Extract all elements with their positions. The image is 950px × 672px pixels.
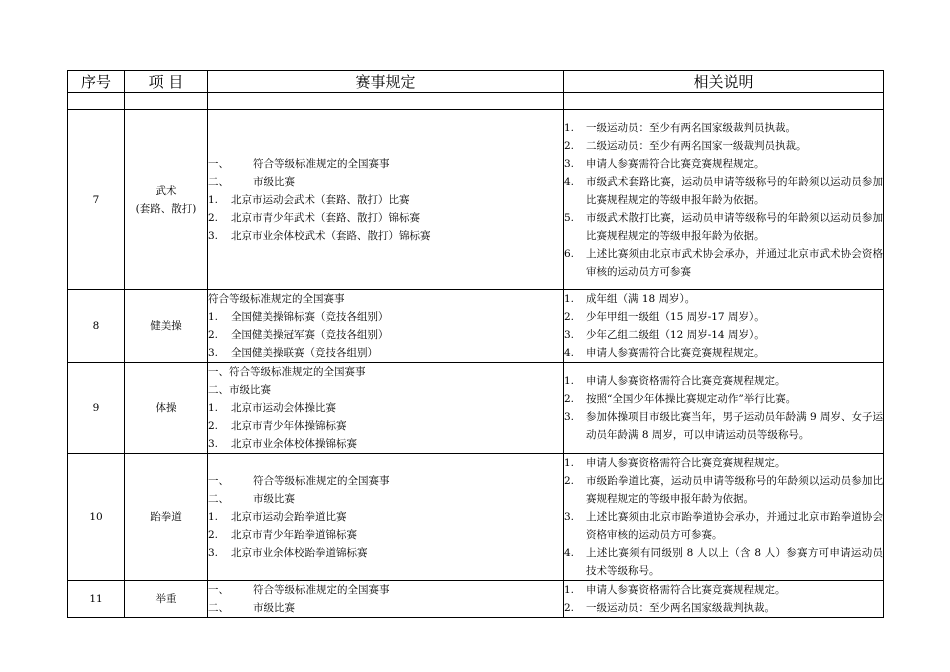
row-item [125, 363, 208, 454]
rule-text: 北京市业余体校跆拳道锦标赛 [231, 547, 368, 559]
note-marker: 2. [564, 393, 575, 405]
rule-line [208, 209, 563, 227]
note-line [564, 390, 883, 408]
rule-text: 市级比赛 [253, 602, 295, 614]
note-text: 少年甲组一级组（15 周岁-17 周岁）。 [586, 311, 765, 323]
rule-line [208, 308, 563, 326]
rule-marker: 二、 [208, 493, 229, 505]
note-line [564, 209, 883, 245]
rule-marker: 1. [208, 311, 219, 323]
note-line [564, 544, 883, 580]
rule-line [208, 544, 563, 562]
blank-cell [125, 93, 208, 110]
note-text: 参加体操项目市级比赛当年，男子运动员年龄满 9 周岁、女子运动员年龄满 8 周岁，可以申请运动员等级称号。 [586, 411, 883, 441]
row-rules [208, 290, 564, 363]
row-item [125, 454, 208, 581]
row-rules [208, 110, 564, 290]
rule-marker: 1. [208, 193, 219, 206]
rule-marker: 3. [208, 438, 219, 450]
header-seq: 序号 [68, 71, 125, 93]
note-marker: 4. [564, 547, 575, 559]
header-item: 项 目 [125, 71, 208, 93]
note-line [564, 508, 883, 544]
rule-text: 全国健美操联赛（竞技各组别） [231, 347, 378, 359]
note-text: 申请人参赛需符合比赛竞赛规程规定。 [586, 157, 765, 170]
row-rules [208, 581, 564, 618]
rule-marker: 二、 [208, 175, 229, 188]
rule-line [208, 191, 563, 209]
header-rules: 赛事规定 [208, 71, 564, 93]
rule-line [208, 290, 563, 308]
note-marker: 1. [564, 121, 575, 134]
note-line [564, 581, 883, 599]
note-text: 上述比赛须由北京市跆拳道协会承办，并通过北京市跆拳道协会资格审核的运动员方可参赛。 [586, 511, 883, 541]
rule-text: 二、市级比赛 [208, 384, 271, 396]
rule-marker: 1. [208, 402, 219, 414]
rule-text: 北京市业余体校体操锦标赛 [231, 438, 357, 450]
rule-text: 北京市青少年武术（套路、散打）锦标赛 [231, 211, 420, 224]
rule-text: 符合等级标准规定的全国赛事 [253, 157, 390, 170]
note-marker: 5. [564, 211, 575, 224]
note-text: 一级运动员：至少有两名国家级裁判员执裁。 [586, 121, 796, 134]
rule-marker: 一、 [208, 584, 229, 596]
note-line [564, 245, 883, 281]
rule-text: 符合等级标准规定的全国赛事 [208, 293, 345, 305]
header-notes: 相关说明 [564, 71, 884, 93]
note-marker: 2. [564, 602, 575, 614]
row-item [125, 290, 208, 363]
rule-text: 北京市运动会跆拳道比赛 [231, 511, 347, 523]
table-row [68, 363, 884, 454]
note-line [564, 599, 883, 617]
rule-line [208, 155, 563, 173]
note-marker: 2. [564, 139, 575, 152]
rule-text: 一、符合等级标准规定的全国赛事 [208, 366, 366, 378]
note-marker: 1. [564, 375, 575, 387]
table-row [68, 290, 884, 363]
rule-marker: 一、 [208, 157, 229, 170]
item-line: (套路、散打) [135, 202, 197, 215]
note-line [564, 119, 883, 137]
note-marker: 6. [564, 247, 575, 260]
note-text: 市级武术套路比赛，运动员申请等级称号的年龄须以运动员参加比赛规程规定的等级申报年龄为依据。 [586, 175, 883, 206]
rule-text: 符合等级标准规定的全国赛事 [253, 475, 390, 487]
rule-line [208, 381, 563, 399]
note-line [564, 137, 883, 155]
note-marker: 3. [564, 411, 575, 423]
note-text: 上述比赛须有同级别 8 人以上（含 8 人）参赛方可申请运动员技术等级称号。 [586, 547, 883, 577]
row-notes [564, 581, 884, 618]
blank-cell [68, 93, 125, 110]
rule-text: 符合等级标准规定的全国赛事 [253, 584, 390, 596]
rule-line [208, 363, 563, 381]
row-number: 8 [68, 290, 125, 363]
item-line: 体操 [155, 402, 177, 414]
rule-text: 全国健美操冠军赛（竞技各组别） [231, 329, 389, 341]
rule-text: 全国健美操锦标赛（竞技各组别） [231, 311, 389, 323]
note-text: 申请人参赛资格需符合比赛竞赛规程规定。 [586, 457, 786, 469]
row-number: 7 [68, 110, 125, 290]
note-line [564, 472, 883, 508]
rule-line [208, 526, 563, 544]
rule-line [208, 344, 563, 362]
rule-line [208, 472, 563, 490]
rule-text: 北京市运动会武术（套路、散打）比赛 [231, 193, 410, 206]
rule-text: 市级比赛 [253, 175, 295, 188]
note-text: 二级运动员：至少有两名国家一级裁判员执裁。 [586, 139, 807, 152]
sports-standards-table [67, 70, 884, 618]
note-marker: 4. [564, 347, 575, 359]
note-text: 少年乙组二级组（12 周岁-14 周岁）。 [586, 329, 765, 341]
rule-line [208, 417, 563, 435]
note-text: 成年组（满 18 周岁）。 [586, 293, 696, 305]
rule-line [208, 490, 563, 508]
note-text: 上述比赛须由北京市武术协会承办，并通过北京市武术协会资格审核的运动员方可参赛 [586, 247, 883, 278]
item-line: 跆拳道 [150, 511, 182, 523]
note-marker: 2. [564, 475, 575, 487]
row-rules [208, 454, 564, 581]
row-number: 10 [68, 454, 125, 581]
row-number: 11 [68, 581, 125, 618]
item-line: 举重 [155, 593, 177, 605]
rule-line [208, 173, 563, 191]
rule-marker: 2. [208, 420, 219, 432]
note-text: 按照“全国少年体操比赛规定动作”举行比赛。 [586, 393, 797, 405]
rule-marker: 3. [208, 347, 219, 359]
note-text: 申请人参赛资格需符合比赛竞赛规程规定。 [586, 375, 786, 387]
note-line [564, 173, 883, 209]
table-row [68, 110, 884, 290]
note-marker: 1. [564, 457, 575, 469]
table-row [68, 581, 884, 618]
table-row [68, 454, 884, 581]
rule-line [208, 399, 563, 417]
row-rules [208, 363, 564, 454]
rule-marker: 2. [208, 329, 219, 341]
note-line [564, 326, 883, 344]
rule-text: 北京市青少年跆拳道锦标赛 [231, 529, 357, 541]
rule-marker: 3. [208, 229, 219, 242]
rule-text: 北京市青少年体操锦标赛 [231, 420, 347, 432]
note-marker: 1. [564, 584, 575, 596]
note-marker: 3. [564, 157, 575, 170]
note-line [564, 308, 883, 326]
rule-line [208, 599, 563, 617]
rule-line [208, 508, 563, 526]
rule-marker: 二、 [208, 602, 229, 614]
note-marker: 3. [564, 511, 575, 523]
rule-marker: 2. [208, 529, 219, 541]
note-text: 申请人参赛需符合比赛竞赛规程规定。 [586, 347, 765, 359]
row-item [125, 110, 208, 290]
rule-marker: 3. [208, 547, 219, 559]
row-notes [564, 363, 884, 454]
rule-line [208, 435, 563, 453]
note-marker: 2. [564, 311, 575, 323]
row-number: 9 [68, 363, 125, 454]
rule-text: 北京市运动会体操比赛 [231, 402, 336, 414]
rule-line [208, 581, 563, 599]
note-text: 一级运动员：至少两名国家级裁判执裁。 [586, 602, 775, 614]
rule-marker: 1. [208, 511, 219, 523]
blank-row [68, 93, 884, 110]
rule-line [208, 326, 563, 344]
note-line [564, 408, 883, 444]
note-marker: 1. [564, 293, 575, 305]
note-line [564, 372, 883, 390]
note-line [564, 155, 883, 173]
item-line: 健美操 [150, 320, 182, 332]
note-text: 市级跆拳道比赛，运动员申请等级称号的年龄须以运动员参加比赛规程规定的等级申报年龄为依据。 [586, 475, 883, 505]
note-line [564, 290, 883, 308]
header-row [68, 71, 884, 93]
rule-marker: 2. [208, 211, 219, 224]
row-notes [564, 110, 884, 290]
note-text: 申请人参赛资格需符合比赛竞赛规程规定。 [586, 584, 786, 596]
note-line [564, 454, 883, 472]
note-marker: 4. [564, 175, 575, 188]
note-marker: 3. [564, 329, 575, 341]
row-item [125, 581, 208, 618]
rule-text: 北京市业余体校武术（套路、散打）锦标赛 [231, 229, 431, 242]
rule-text: 市级比赛 [253, 493, 295, 505]
blank-cell [208, 93, 564, 110]
item-line: 武术 [155, 184, 177, 197]
note-line [564, 344, 883, 362]
rule-marker: 一、 [208, 475, 229, 487]
blank-cell [564, 93, 884, 110]
row-notes [564, 290, 884, 363]
rule-line [208, 227, 563, 245]
row-notes [564, 454, 884, 581]
note-text: 市级武术散打比赛，运动员申请等级称号的年龄须以运动员参加比赛规程规定的等级申报年龄为依据。 [586, 211, 883, 242]
